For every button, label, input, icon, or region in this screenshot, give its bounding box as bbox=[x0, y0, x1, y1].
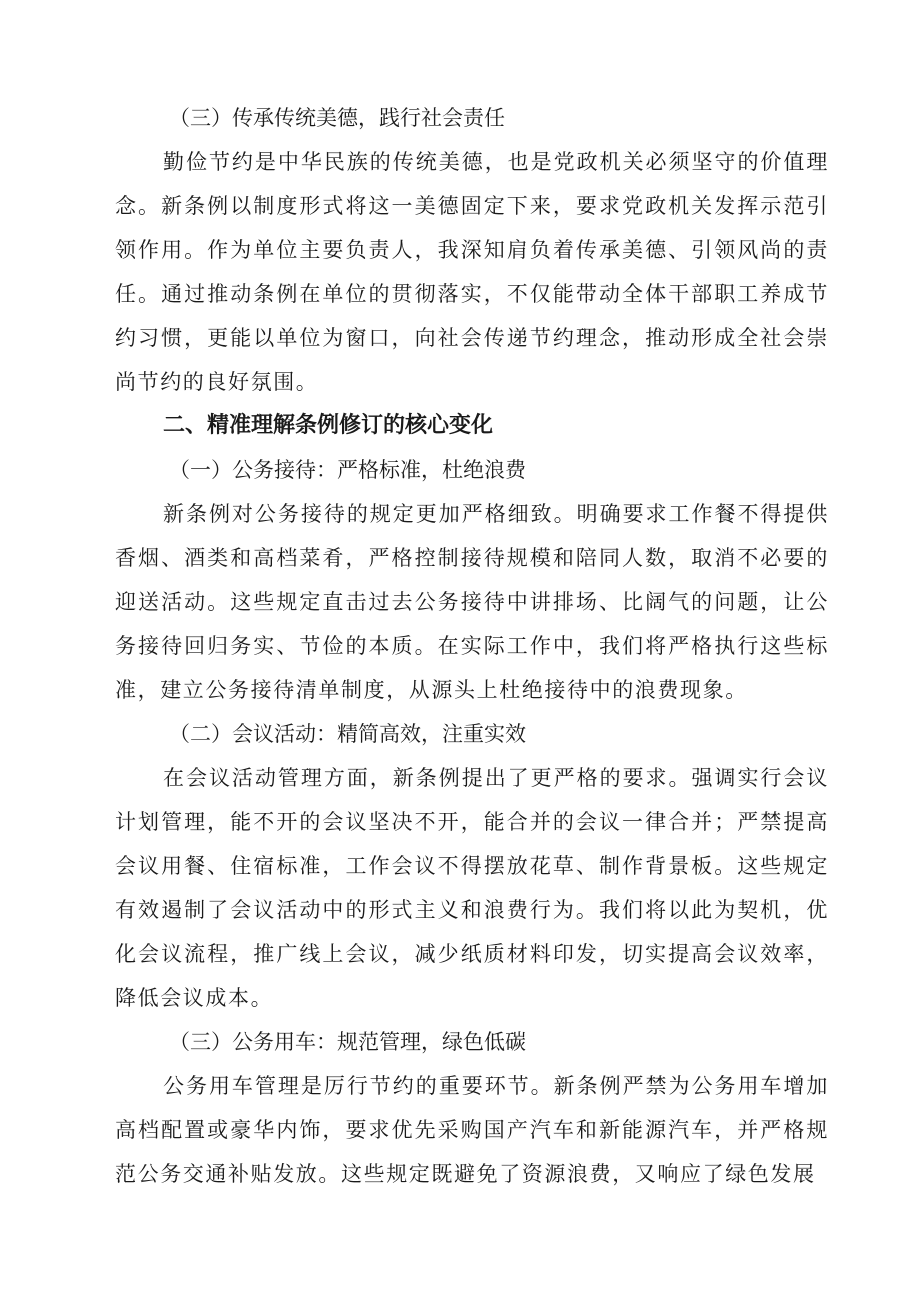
paragraph-1: 勤俭节约是中华民族的传统美德，也是党政机关必须坚守的价值理念。新条例以制度形式将这一美德固定下来，要求党政机关发挥示范引领作用。作为单位主要负责人，我深知肩负着传承美德、引领风尚的责任。通过推动条例在单位的贯彻落实，不仅能带动全体干部职工养成节约习惯，更能以单位为窗口，向社会传递节约理念，推动形成全社会崇尚节约的良好氛围。 bbox=[115, 150, 829, 394]
section-heading-2: 二、精准理解条例修订的核心变化 bbox=[163, 413, 494, 438]
heading-2-2: （二）会议活动：精简高效，注重实效 bbox=[169, 722, 526, 746]
paragraph-2: 新条例对公务接待的规定更加严格细致。明确要求工作餐不得提供香烟、酒类和高档菜肴，严格控制接待规模和陪同人数，取消不必要的迎送活动。这些规定直击过去公务接待中讲排场、比阔气的问题，让公务接待回归务实、节俭的本质。在实际工作中，我们将严格执行这些标准，建立公务接待清单制度，从源头上杜绝接待中的浪费现象。 bbox=[115, 502, 829, 702]
heading-3-1: （三）传承传统美德，践行社会责任 bbox=[169, 106, 505, 130]
heading-2-3: （三）公务用车：规范管理，绿色低碳 bbox=[169, 1030, 526, 1054]
paragraph-3: 在会议活动管理方面，新条例提出了更严格的要求。强调实行会议计划管理，能不开的会议坚决不开，能合并的会议一律合并；严禁提高会议用餐、住宿标准，工作会议不得摆放花草、制作背景板。这些规定有效遏制了会议活动中的形式主义和浪费行为。我们将以此为契机，优化会议流程，推广线上会议，减少纸质材料印发，切实提高会议效率，降低会议成本。 bbox=[115, 766, 829, 1010]
document-body bbox=[115, 96, 829, 1196]
paragraph-4: 公务用车管理是厉行节约的重要环节。新条例严禁为公务用车增加高档配置或豪华内饰，要求优先采购国产汽车和新能源汽车，并严格规范公务交通补贴发放。这些规定既避免了资源浪费，又响应了绿色发展 bbox=[115, 1074, 829, 1186]
heading-2-1: （一）公务接待：严格标准，杜绝浪费 bbox=[169, 458, 526, 482]
